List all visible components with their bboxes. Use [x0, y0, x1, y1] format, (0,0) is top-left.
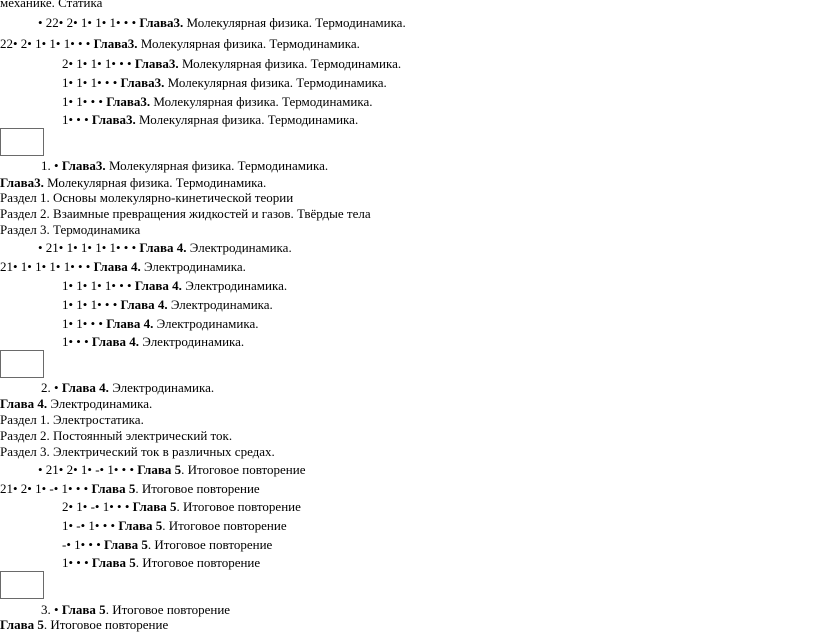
list-item: 2. • Глава 4. Электродинамика. — [41, 380, 215, 395]
text-line: 1• 1• 1• • • Глава 4. Электродинамика. — [62, 297, 273, 312]
section-line: Раздел 1. Электростатика. — [0, 412, 144, 427]
text-line: 2• 1• -• 1• • • Глава 5. Итоговое повторение — [62, 499, 301, 514]
text-line: • 22• 2• 1• 1• 1• • • Глава3. Молекулярная физика. Термодинамика. — [38, 15, 406, 30]
chapter-heading: Глава3. Молекулярная физика. Термодинамика. — [0, 175, 267, 190]
empty-box — [0, 571, 44, 599]
section-line: Раздел 3. Термодинамика — [0, 222, 141, 237]
text-line: • 21• 1• 1• 1• 1• • • Глава 4. Электродинамика. — [38, 240, 292, 255]
section-line: Раздел 2. Постоянный электрический ток. — [0, 428, 233, 443]
chapter-heading: Глава 5. Итоговое повторение — [0, 617, 169, 632]
empty-box — [0, 350, 44, 378]
text-line: 21• 1• 1• 1• 1• • • Глава 4. Электродинамика. — [0, 259, 246, 274]
text-line: 1• 1• 1• 1• • • Глава 4. Электродинамика. — [62, 278, 288, 293]
text-line: 1• 1• 1• • • Глава3. Молекулярная физика. Термодинамика. — [62, 75, 387, 90]
text-line: 21• 2• 1• -• 1• • • Глава 5. Итоговое повторение — [0, 481, 260, 496]
list-item: 3. • Глава 5. Итоговое повторение — [41, 602, 231, 617]
section-line: Раздел 3. Электрический ток в различных средах. — [0, 444, 275, 459]
section-line: Раздел 1. Основы молекулярно-кинетической теории — [0, 190, 294, 205]
text-line: 1• -• 1• • • Глава 5. Итоговое повторение — [62, 518, 287, 533]
text-line: 1• 1• • • Глава3. Молекулярная физика. Термодинамика. — [62, 94, 373, 109]
text-line: 2• 1• 1• 1• • • Глава3. Молекулярная физика. Термодинамика. — [62, 56, 402, 71]
text-line: механике. Статика — [0, 0, 103, 10]
list-item: 1. • Глава3. Молекулярная физика. Термодинамика. — [41, 158, 329, 173]
text-line: • 21• 2• 1• -• 1• • • Глава 5. Итоговое повторение — [38, 462, 306, 477]
text-line: 1• 1• • • Глава 4. Электродинамика. — [62, 316, 259, 331]
text-line: -• 1• • • Глава 5. Итоговое повторение — [62, 537, 273, 552]
text-line: 1• • • Глава 5. Итоговое повторение — [62, 555, 261, 570]
empty-box — [0, 128, 44, 156]
text-line: 1• • • Глава3. Молекулярная физика. Термодинамика. — [62, 112, 359, 127]
chapter-heading: Глава 4. Электродинамика. — [0, 396, 153, 411]
text-line: 22• 2• 1• 1• 1• • • Глава3. Молекулярная физика. Термодинамика. — [0, 36, 360, 51]
section-line: Раздел 2. Взаимные превращения жидкостей и газов. Твёрдые тела — [0, 206, 371, 221]
text-line: 1• • • Глава 4. Электродинамика. — [62, 334, 245, 349]
